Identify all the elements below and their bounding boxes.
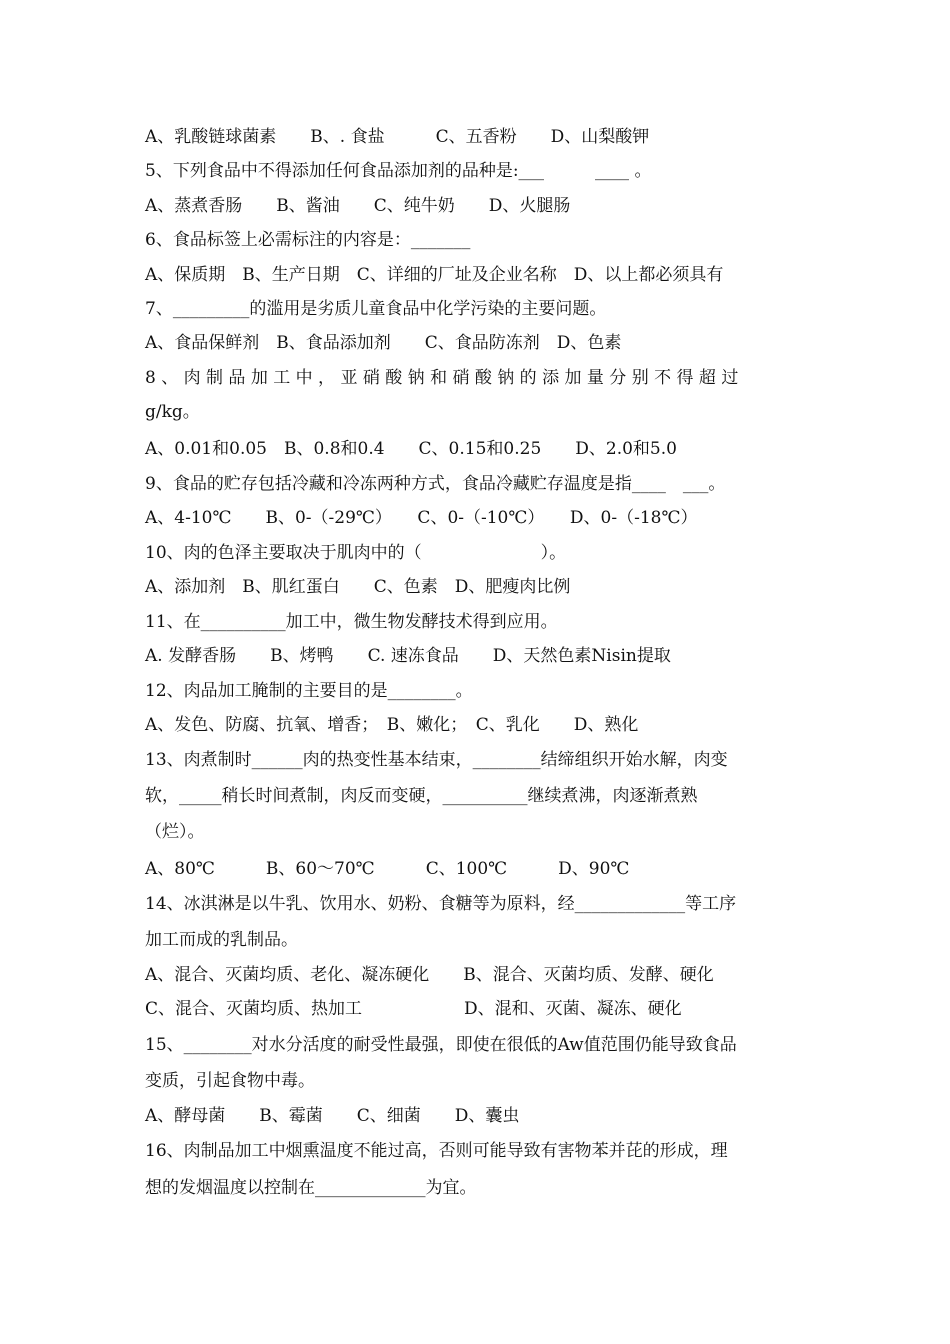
question-10: 10、肉的色泽主要取决于肌肉中的（ ）。 [145,543,567,563]
question-5: 5、下列食品中不得添加任何食品添加剂的品种是:___ ____ 。 [145,161,652,181]
question-7: 7、_________的滥用是劣质儿童食品中化学污染的主要问题。 [145,299,607,319]
option-line: A、80℃ B、60～70℃ C、100℃ D、90℃ [145,859,630,879]
question-8: 8 、 肉 制 品 加 工 中 ， 亚 硝 酸 钠 和 硝 酸 钠 的 添 加 量 分 别 不 得 超 过 [145,368,739,388]
option-line: A、发色、防腐、抗氧、增香； B、嫩化； C、乳化 D、熟化 [145,715,639,735]
question-13: 13、肉煮制时______肉的热变性基本结束，________结缔组织开始水解，肉变 [145,750,728,770]
option-line: C、混合、灭菌均质、热加工 D、混和、灭菌、凝冻、硬化 [145,999,682,1019]
question-14-cont: 加工而成的乳制品。 [145,930,298,950]
question-9: 9、食品的贮存包括冷藏和冷冻两种方式，食品冷藏贮存温度是指____ ___。 [145,474,726,494]
option-line: A. 发酵香肠 B、烤鸭 C. 速冻食品 D、天然色素Nisin提取 [145,646,671,666]
option-line: A、添加剂 B、肌红蛋白 C、色素 D、肥瘦肉比例 [145,577,571,597]
question-6: 6、食品标签上必需标注的内容是：_______ [145,230,471,250]
question-15-cont: 变质，引起食物中毒。 [145,1071,315,1091]
question-13-cont: （烂）。 [145,822,205,842]
question-8-cont: g/kg。 [145,402,200,422]
question-15: 15、________对水分活度的耐受性最强，即使在很低的Aw值范围仍能导致食品 [145,1035,737,1055]
question-14: 14、冰淇淋是以牛乳、饮用水、奶粉、食糖等为原料，经_____________等工序 [145,894,737,914]
option-line: A、酵母菌 B、霉菌 C、细菌 D、囊虫 [145,1106,520,1126]
question-16-cont: 想的发烟温度以控制在_____________为宜。 [145,1178,477,1198]
option-line: A、混合、灭菌均质、老化、凝冻硬化 B、混合、灭菌均质、发酵、硬化 [145,965,714,985]
option-line: A、蒸煮香肠 B、酱油 C、纯牛奶 D、火腿肠 [145,196,571,216]
option-line: A、保质期 B、生产日期 C、详细的厂址及企业名称 D、以上都必须具有 [145,265,724,285]
question-16: 16、肉制品加工中烟熏温度不能过高，否则可能导致有害物苯并芘的形成，理 [145,1141,728,1161]
question-12: 12、肉品加工腌制的主要目的是________。 [145,681,473,701]
question-11: 11、在__________加工中，微生物发酵技术得到应用。 [145,612,558,632]
option-line: A、食品保鲜剂 B、食品添加剂 C、食品防冻剂 D、色素 [145,333,622,353]
option-line: A、4-10℃ B、0-（-29℃） C、0-（-10℃） D、0-（-18℃） [145,508,698,528]
question-13-cont: 软，_____稍长时间煮制，肉反而变硬，__________继续煮沸，肉逐渐煮熟 [145,786,698,806]
option-line: A、乳酸链球菌素 B、. 食盐 C、五香粉 D、山梨酸钾 [145,127,650,147]
option-line: A、0.01和0.05 B、0.8和0.4 C、0.15和0.25 D、2.0和5.0 [145,439,677,459]
